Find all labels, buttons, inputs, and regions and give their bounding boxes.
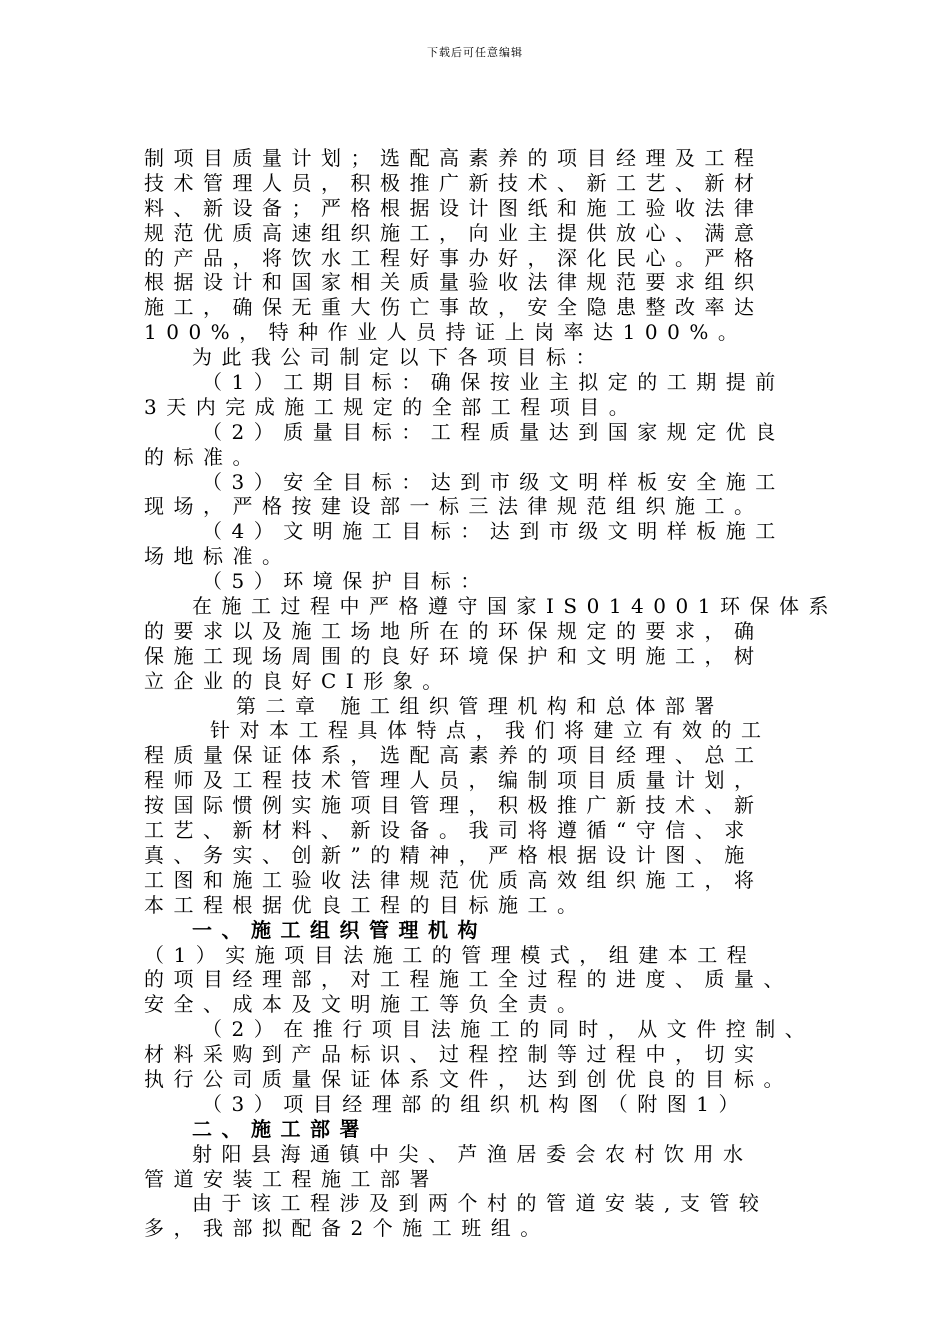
text-line: 立企业的良好CI形象。 <box>144 668 452 693</box>
text-line: 的标准。 <box>144 444 262 469</box>
text-line: 场地标准。 <box>144 544 292 569</box>
text-line: （5）环境保护目标： <box>202 569 490 594</box>
text-line: 的产品，将饮水工程好事办好，深化民心。严格 <box>144 245 764 270</box>
text-line: 的要求以及施工场地所在的环保规定的要求，确 <box>144 618 764 643</box>
text-line: 按国际惯例实施项目管理，积极推广新技术、新 <box>144 793 764 818</box>
text-line: 的项目经理部，对工程施工全过程的进度、质量、 <box>144 967 793 992</box>
text-line: 管道安装工程施工部署 <box>144 1166 439 1191</box>
text-line: （4）文明施工目标：达到市级文明样板施工 <box>202 519 785 544</box>
text-line: 料、新设备；严格根据设计图纸和施工验收法律 <box>144 195 764 220</box>
text-line: （2）质量目标：工程质量达到国家规定优良 <box>202 419 785 444</box>
document-body <box>144 146 874 1241</box>
text-line: 技术管理人员，积极推广新技术、新工艺、新材 <box>144 170 764 195</box>
text-line: （1）实施项目法施工的管理模式，组建本工程 <box>144 942 757 967</box>
text-line: 安全、成本及文明施工等负全责。 <box>144 992 587 1017</box>
text-line: 真、务实、创新”的精神，严格根据设计图、施 <box>144 842 754 867</box>
text-line: （3）项目经理部的组织机构图（附图1） <box>202 1091 748 1116</box>
text-line: 保施工现场周围的良好环境保护和文明施工，树 <box>144 643 764 668</box>
text-line: 第二章 施工组织管理机构和总体部署 <box>236 693 724 718</box>
text-line: （1）工期目标：确保按业主拟定的工期提前 <box>202 370 785 395</box>
text-line: 100%，特种作业人员持证上岗率达100%。 <box>144 320 748 345</box>
text-line: 工艺、新材料、新设备。我司将遵循“守信、求 <box>144 818 754 843</box>
text-line: 程师及工程技术管理人员，编制项目质量计划， <box>144 768 764 793</box>
text-line: 材料采购到产品标识、过程控制等过程中，切实 <box>144 1042 764 1067</box>
text-line: （3）安全目标：达到市级文明样板安全施工 <box>202 469 785 494</box>
text-line: 由于该工程涉及到两个村的管道安装,支管较 <box>192 1191 769 1216</box>
text-line: 为此我公司制定以下各项目标： <box>192 345 605 370</box>
text-line: 规范优质高速组织施工，向业主提供放心、满意 <box>144 220 764 245</box>
section-heading: 一、施工组织管理机构 <box>192 917 487 942</box>
text-line: 制项目质量计划；选配高素养的项目经理及工程 <box>144 146 764 170</box>
text-line: 程质量保证体系，选配高素养的项目经理、总工 <box>144 743 764 768</box>
text-line: 射阳县海通镇中尖、芦渔居委会农村饮用水 <box>192 1141 753 1166</box>
text-line: 现场，严格按建设部一标三法律规范组织施工。 <box>144 494 764 519</box>
text-line: 工图和施工验收法律规范优质高效组织施工，将 <box>144 867 764 892</box>
text-line: 在施工过程中严格遵守国家IS014001环保体系 <box>192 594 838 619</box>
text-line: （2）在推行项目法施工的同时，从文件控制、 <box>202 1017 815 1042</box>
page-header: 下载后可任意编辑 <box>427 46 523 59</box>
text-line: 施工，确保无重大伤亡事故，安全隐患整改率达 <box>144 295 764 320</box>
text-line: 本工程根据优良工程的目标施工。 <box>144 892 587 917</box>
text-line: 针对本工程具体特点，我们将建立有效的工 <box>210 718 771 743</box>
text-line: 多，我部拟配备2个施工班组。 <box>144 1216 550 1241</box>
text-line: 3天内完成施工规定的全部工程项目。 <box>144 394 639 419</box>
text-line: 根据设计和国家相关质量验收法律规范要求组织 <box>144 270 764 295</box>
text-line: 执行公司质量保证体系文件，达到创优良的目标。 <box>144 1066 793 1091</box>
section-heading: 二、施工部署 <box>192 1116 369 1141</box>
